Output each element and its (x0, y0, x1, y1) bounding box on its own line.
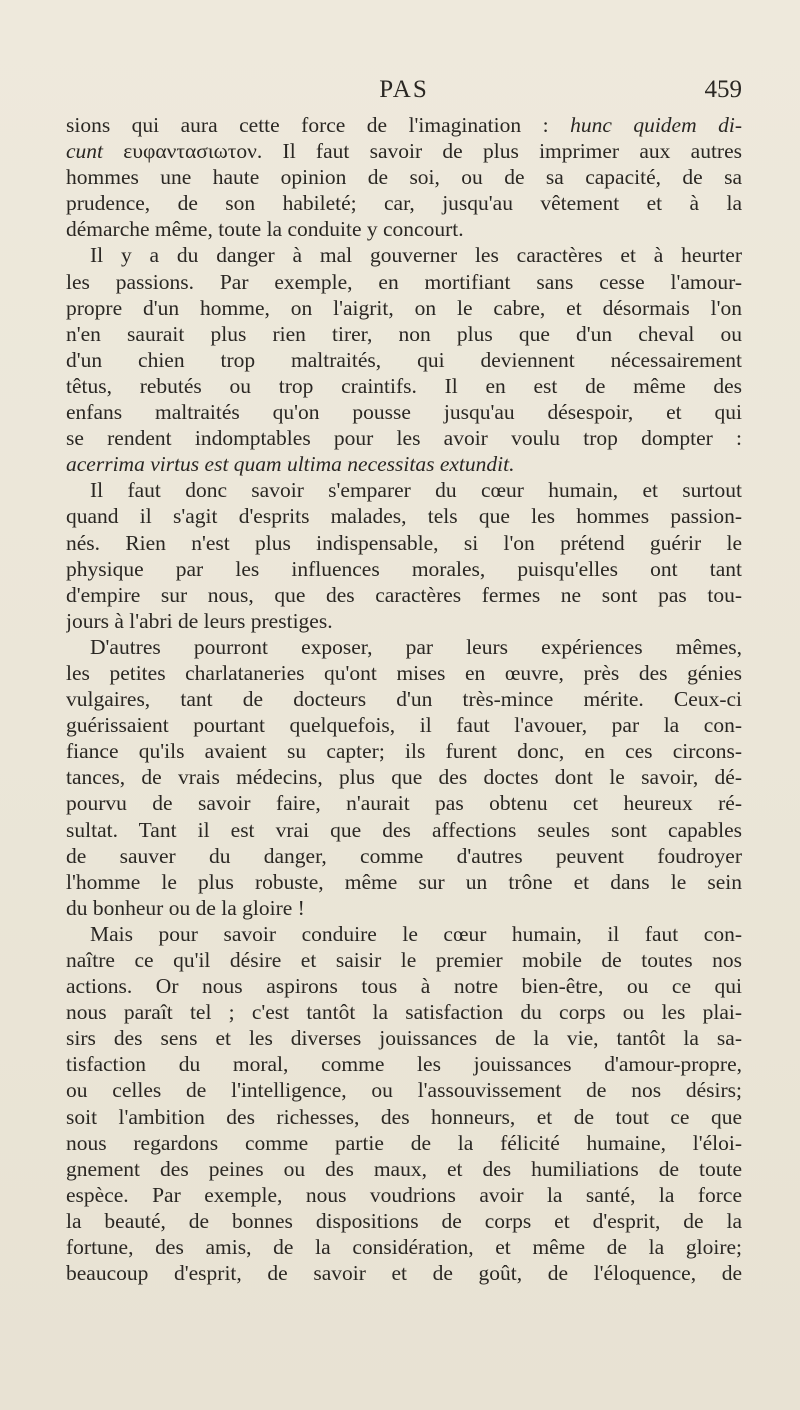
line-text: beaucoup d'esprit, de savoir et de goût, de l'éloquence, de (66, 1261, 742, 1286)
line-italic: cunt (66, 139, 104, 164)
running-head: PAS (379, 76, 429, 103)
text-line (66, 347, 742, 373)
text-line (66, 843, 742, 869)
body-text (66, 112, 742, 1286)
text-line (66, 921, 742, 947)
text-line (66, 712, 742, 738)
text-line (66, 321, 742, 347)
text-line (66, 634, 742, 660)
text-line (66, 1051, 742, 1077)
text-line (66, 973, 742, 999)
line-text: les petites charlataneries qu'ont mises en œuvre, près des génies (66, 660, 742, 685)
line-text: quand il s'agit d'esprits malades, tels que les hommes passion- (66, 504, 742, 529)
line-text: gnement des peines ou des maux, et des humiliations de toute (66, 1156, 742, 1181)
text-line (66, 112, 742, 138)
text-line (66, 425, 742, 451)
text-line (66, 999, 742, 1025)
line-text: nous regardons comme partie de la félicité humaine, l'éloi- (66, 1130, 742, 1155)
text-line (66, 1077, 742, 1103)
text-line (66, 1130, 742, 1156)
line-text: les passions. Par exemple, en mortifiant sans cesse l'amour- (66, 269, 742, 294)
line-text: Il faut donc savoir s'emparer du cœur humain, et surtout (90, 478, 742, 503)
line-text: guérissaient pourtant quelquefois, il faut l'avouer, par la con- (66, 713, 742, 738)
line-text: naître ce qu'il désire et saisir le premier mobile de toutes nos (66, 948, 742, 972)
line-text: nous paraît tel ; c'est tantôt la satisfaction du corps ou les plai- (66, 1000, 742, 1025)
text-line (66, 869, 742, 895)
page-number: 459 (704, 76, 742, 103)
text-line (66, 764, 742, 790)
line-text: sirs des sens et les diverses jouissances de la vie, tantôt la sa- (66, 1026, 742, 1051)
line-text: d'un chien trop maltraités, qui deviennent nécessairement (66, 347, 742, 372)
page-header (66, 76, 742, 110)
line-text: actions. Or nous aspirons tous à notre bien-être, ou ce qui (66, 974, 742, 999)
line-italic: acerrima virtus est quam ultima necessitas extundit. (66, 452, 515, 477)
line-text: soit l'ambition des richesses, des honneurs, et de tout ce que (66, 1104, 742, 1129)
line-text: prudence, de son habileté; car, jusqu'au vêtement et à la (66, 191, 742, 216)
text-line (66, 556, 742, 582)
text-line (66, 269, 742, 295)
line-text: démarche même, toute la conduite y concourt. (66, 217, 464, 242)
text-line (66, 608, 742, 634)
line-text: hommes une haute opinion de soi, ou de sa capacité, de sa (66, 165, 742, 190)
line-italic: hunc quidem di- (570, 113, 742, 137)
line-text: de sauver du danger, comme d'autres peuvent foudroyer (66, 843, 742, 868)
line-text: fiance qu'ils avaient su capter; ils furent donc, en ces circons- (66, 739, 742, 764)
text-line (66, 1156, 742, 1182)
text-line (66, 686, 742, 712)
text-line (66, 477, 742, 503)
text-line (66, 582, 742, 608)
line-text: fortune, des amis, de la considération, et même de la gloire; (66, 1235, 742, 1260)
text-line (66, 399, 742, 425)
line-text: enfans maltraités qu'on pousse jusqu'au désespoir, et qui (66, 400, 742, 425)
text-line (66, 451, 742, 477)
line-text: Mais pour savoir conduire le cœur humain, il faut con- (90, 921, 742, 946)
line-text-after: ευφαντασιωτον. Il faut savoir de plus imprimer aux autres (103, 139, 742, 164)
text-line (66, 1208, 742, 1234)
text-line (66, 660, 742, 686)
text-line (66, 530, 742, 556)
line-text: espèce. Par exemple, nous voudrions avoir la santé, la force (66, 1182, 742, 1207)
text-line (66, 242, 742, 268)
line-text: n'en saurait plus rien tirer, non plus que d'un cheval ou (66, 321, 742, 346)
text-line (66, 947, 742, 973)
line-text: physique par les influences morales, puisqu'elles ont tant (66, 556, 742, 581)
text-line (66, 295, 742, 321)
line-text: d'empire sur nous, que des caractères fermes ne sont pas tou- (66, 582, 742, 607)
text-line (66, 373, 742, 399)
text-line (66, 503, 742, 529)
line-text: têtus, rebutés ou trop craintifs. Il en est de même des (66, 373, 742, 398)
text-line (66, 1182, 742, 1208)
text-line (66, 895, 742, 921)
text-line (66, 138, 742, 164)
line-text: sultat. Tant il est vrai que des affections seules sont capables (66, 817, 742, 842)
text-line (66, 216, 742, 242)
line-text: tisfaction du moral, comme les jouissances d'amour-propre, (66, 1052, 742, 1077)
line-text: pourvu de savoir faire, n'aurait pas obtenu cet heureux ré- (66, 791, 742, 816)
line-text: l'homme le plus robuste, même sur un trône et dans le sein (66, 869, 742, 894)
line-text: tances, de vrais médecins, plus que des doctes dont le savoir, dé- (66, 765, 742, 790)
line-text: se rendent indomptables pour les avoir voulu trop dompter : (66, 426, 742, 451)
line-text: vulgaires, tant de docteurs d'un très-mince mérite. Ceux-ci (66, 687, 742, 712)
line-text: jours à l'abri de leurs prestiges. (66, 608, 333, 633)
line-text: la beauté, de bonnes dispositions de corps et d'esprit, de la (66, 1208, 742, 1233)
line-text: nés. Rien n'est plus indispensable, si l'on prétend guérir le (66, 530, 742, 555)
text-line (66, 1025, 742, 1051)
line-text: D'autres pourront exposer, par leurs expériences mêmes, (90, 634, 742, 659)
text-line (66, 738, 742, 764)
text-line (66, 1104, 742, 1130)
line-text: propre d'un homme, on l'aigrit, on le cabre, et désormais l'on (66, 295, 742, 320)
line-text: sions qui aura cette force de l'imagination : (66, 113, 571, 137)
text-line (66, 190, 742, 216)
text-line (66, 164, 742, 190)
text-line (66, 1260, 742, 1286)
text-line (66, 790, 742, 816)
text-line (66, 1234, 742, 1260)
line-text: ou celles de l'intelligence, ou l'assouvissement de nos désirs; (66, 1078, 742, 1103)
line-text: Il y a du danger à mal gouverner les caractères et à heurter (90, 243, 742, 268)
line-text: du bonheur ou de la gloire ! (66, 895, 305, 920)
text-line (66, 817, 742, 843)
